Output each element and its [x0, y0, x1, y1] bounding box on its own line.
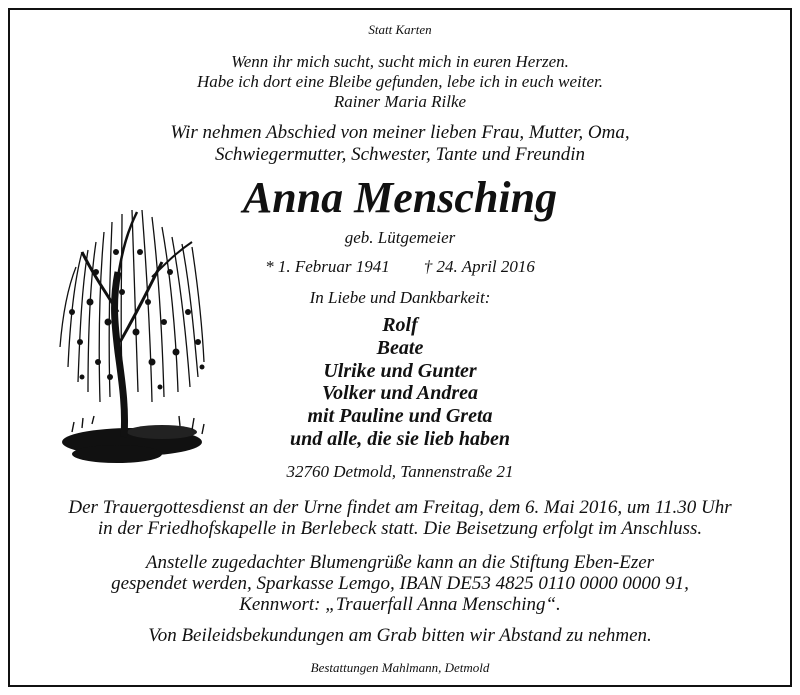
poem-author: Rainer Maria Rilke — [333, 92, 467, 111]
mourner-2: Beate — [376, 337, 424, 359]
poem-line-1: Wenn ihr mich sucht, sucht mich in euren Herzen. — [231, 52, 569, 71]
address: 32760 Detmold, Tannenstraße 21 — [286, 462, 514, 481]
death-date: † 24. April 2016 — [423, 257, 535, 276]
undertaker: Bestattungen Mahlmann, Detmold — [310, 660, 490, 675]
deceased-name: Anna Mensching — [242, 173, 558, 222]
request-line: Von Beileidsbekundungen am Grab bitten wir Abstand zu nehmen. — [148, 625, 652, 646]
poem-line-2: Habe ich dort eine Bleibe gefunden, lebe ich in euch weiter. — [197, 72, 603, 91]
mourner-1: Rolf — [382, 314, 418, 336]
service-line-2: in der Friedhofskapelle in Berlebeck statt. Die Beisetzung erfolgt im Anschluss. — [97, 518, 703, 539]
birth-date: * 1. Februar 1941 — [265, 257, 390, 276]
mourner-4: Volker und Andrea — [322, 382, 478, 404]
mourner-3: Ulrike und Gunter — [323, 360, 477, 382]
donation-line-3: Kennwort: „Trauerfall Anna Mensching“. — [239, 594, 561, 615]
mourners-heading: In Liebe und Dankbarkeit: — [309, 288, 491, 307]
birth-name: geb. Lütgemeier — [344, 228, 456, 247]
service-line-1: Der Trauergottesdienst an der Urne findet am Freitag, dem 6. Mai 2016, um 11.30 Uhr — [68, 497, 732, 518]
weeping-willow-icon — [52, 192, 212, 477]
mourner-6: und alle, die sie lieb haben — [290, 428, 510, 450]
donation-line-1: Anstelle zugedachter Blumengrüße kann an die Stiftung Eben-Ezer — [145, 552, 655, 573]
intro-line-1: Wir nehmen Abschied von meiner lieben Frau, Mutter, Oma, — [170, 122, 630, 143]
donation-line-2: gespendet werden, Sparkasse Lemgo, IBAN DE53 4825 0110 0000 0000 91, — [111, 573, 689, 594]
mourner-5: mit Pauline und Greta — [307, 405, 493, 427]
statt-karten: Statt Karten — [368, 22, 432, 37]
intro-line-2: Schwiegermutter, Schwester, Tante und Freundin — [214, 144, 586, 165]
